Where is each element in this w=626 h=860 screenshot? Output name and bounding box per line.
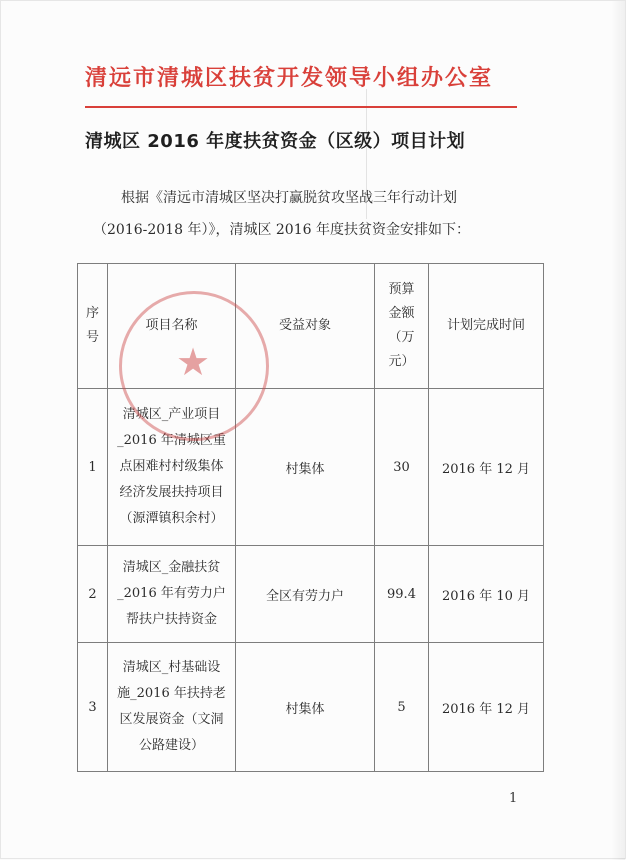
row-budget: 5 [375, 643, 429, 772]
row-beneficiary: 村集体 [236, 389, 375, 546]
table-header-row [78, 264, 544, 389]
row-seq: 2 [78, 546, 108, 643]
intro-line-2: （2016-2018 年）》，清城区 2016 年度扶贫资金安排如下： [93, 222, 470, 238]
star-seal-icon: ★ [176, 340, 211, 384]
row-seq: 1 [78, 389, 108, 546]
intro-line-1: 根据《清远市清城区坚决打赢脱贫攻坚战三年行动计划 [121, 190, 457, 206]
row-seq: 3 [78, 643, 108, 772]
header-seq [78, 264, 108, 389]
row-budget: 99.4 [375, 546, 429, 643]
name-line: 公路建设） [138, 738, 204, 753]
row-beneficiary: 全区有劳力户 [236, 546, 375, 643]
name-line: 点困难村村级集体 [119, 459, 224, 474]
row-completion-time: 2016 年 10 月 [429, 546, 544, 643]
header-budget-line: 预算 [388, 282, 415, 297]
header-seq-line: 号 [85, 330, 99, 345]
name-line: 清城区_村基础设 [122, 660, 221, 675]
header-completion-time: 计划完成时间 [429, 264, 544, 389]
row-completion-time: 2016 年 12 月 [429, 389, 544, 546]
header-budget-line: 元） [388, 354, 415, 369]
table-row [78, 546, 544, 643]
name-line: 清城区_产业项目 [122, 407, 221, 422]
name-line: _2016 年有劳力户 [117, 586, 226, 601]
header-budget [375, 264, 429, 389]
header-seq-line: 序 [85, 306, 99, 321]
name-line: （源潭镇积余村） [119, 511, 224, 526]
name-line: 经济发展扶持项目 [119, 485, 224, 500]
name-line: 区发展资金（文洞 [119, 712, 224, 727]
row-completion-time: 2016 年 12 月 [429, 643, 544, 772]
org-header-title: 清远市清城区扶贫开发领导小组办公室 [85, 66, 494, 91]
document-title: 清城区 2016 年度扶贫资金（区级）项目计划 [85, 131, 466, 152]
row-project-name [108, 643, 236, 772]
name-line: 清城区_金融扶贫 [122, 560, 221, 575]
name-line: 施_2016 年扶持老 [117, 686, 226, 701]
name-line: _2016 年清城区重 [117, 433, 226, 448]
header-budget-line: 金额 [388, 306, 415, 321]
header-budget-line: （万 [388, 330, 415, 345]
project-plan-table [77, 263, 544, 772]
red-divider [85, 106, 517, 108]
header-beneficiary: 受益对象 [236, 264, 375, 389]
header-project-name: 项目名称 [108, 264, 236, 389]
table-row [78, 643, 544, 772]
row-budget: 30 [375, 389, 429, 546]
table-row [78, 389, 544, 546]
row-project-name [108, 546, 236, 643]
name-line: 帮扶户扶持资金 [125, 612, 217, 627]
row-project-name [108, 389, 236, 546]
page-number: 1 [509, 791, 518, 806]
intro-paragraph [93, 182, 533, 246]
row-beneficiary: 村集体 [236, 643, 375, 772]
